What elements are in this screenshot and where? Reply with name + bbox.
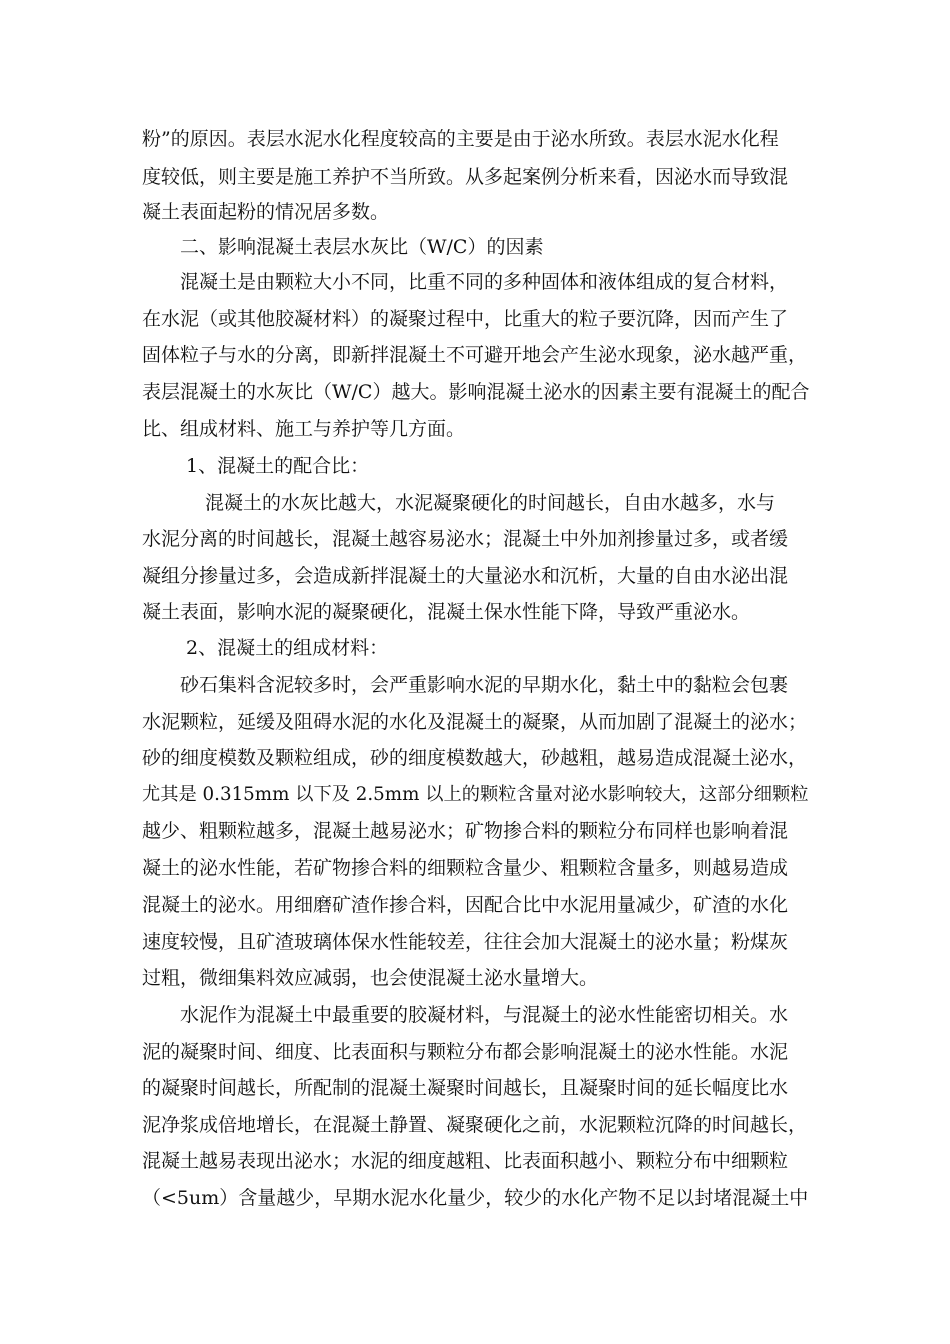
section-heading: 二、影响混凝土表层水灰比（W/C）的因素 — [142, 236, 544, 258]
text-line: 速度较慢，且矿渣玻璃体保水性能较差，往往会加大混凝土的泌水量；粉煤灰 — [142, 931, 789, 953]
text-line: 水泥颗粒，延缓及阻碍水泥的水化及混凝土的凝聚，从而加剧了混凝土的泌水； — [142, 711, 808, 733]
text-line: 凝土表面，影响水泥的凝聚硬化，混凝土保水性能下降，导致严重泌水。 — [142, 601, 751, 623]
text-line: 过粗，微细集料效应减弱，也会使混凝土泌水量增大。 — [142, 967, 599, 989]
text-line: 凝土表面起粉的情况居多数。 — [142, 201, 390, 223]
text-line: 水泥作为混凝土中最重要的胶凝材料，与混凝土的泌水性能密切相关。水 — [142, 1004, 789, 1026]
text-line: 凝土的泌水性能，若矿物掺合料的细颗粒含量少、粗颗粒含量多，则越易造成 — [142, 857, 789, 879]
text-line: 比、组成材料、施工与养护等几方面。 — [142, 418, 466, 440]
text-line: 水泥分离的时间越长，混凝土越容易泌水；混凝土中外加剂掺量过多，或者缓 — [142, 528, 789, 550]
text-line: 混凝土越易表现出泌水；水泥的细度越粗、比表面积越小、颗粒分布中细颗粒 — [142, 1150, 789, 1172]
text-line: 在水泥（或其他胶凝材料）的凝聚过程中，比重大的粒子要沉降，因而产生了 — [142, 308, 789, 330]
text-line: 泥的凝聚时间、细度、比表面积与颗粒分布都会影响混凝土的泌水性能。水泥 — [142, 1041, 789, 1063]
text-line: 表层混凝土的水灰比（W/C）越大。影响混凝土泌水的因素主要有混凝土的配合 — [142, 381, 810, 403]
subsection-heading: 1、混凝土的配合比： — [142, 455, 370, 477]
text-line: 度较低，则主要是施工养护不当所致。从多起案例分析来看，因泌水而导致混 — [142, 166, 789, 188]
text-line: 粉”的原因。表层水泥水化程度较高的主要是由于泌水所致。表层水泥水化程 — [142, 128, 779, 150]
text-line: 越少、粗颗粒越多，混凝土越易泌水；矿物掺合料的颗粒分布同样也影响着混 — [142, 820, 789, 842]
text-line: 固体粒子与水的分离，即新拌混凝土不可避开地会产生泌水现象，泌水越严重， — [142, 344, 808, 366]
text-line: 泥净浆成倍地增长，在混凝土静置、凝聚硬化之前，水泥颗粒沉降的时间越长， — [142, 1114, 808, 1136]
subsection-heading: 2、混凝土的组成材料： — [142, 637, 389, 659]
text-line: 凝组分掺量过多，会造成新拌混凝土的大量泌水和沉析，大量的自由水泌出混 — [142, 565, 789, 587]
text-line: 尤其是 0.315mm 以下及 2.5mm 以上的颗粒含量对泌水影响较大，这部分细颗粒 — [142, 784, 809, 805]
text-line: 砂的细度模数及颗粒组成，砂的细度模数越大，砂越粗，越易造成混凝土泌水， — [142, 747, 808, 769]
text-line: 混凝土的泌水。用细磨矿渣作掺合料，因配合比中水泥用量减少，矿渣的水化 — [142, 894, 789, 916]
text-line: 的凝聚时间越长，所配制的混凝土凝聚时间越长，且凝聚时间的延长幅度比水 — [142, 1077, 789, 1099]
text-line: 混凝土的水灰比越大，水泥凝聚硬化的时间越长，自由水越多，水与 — [142, 492, 776, 514]
text-line: 砂石集料含泥较多时，会严重影响水泥的早期水化，黏土中的黏粒会包裹 — [142, 674, 789, 696]
text-line: 混凝土是由颗粒大小不同，比重不同的多种固体和液体组成的复合材料， — [142, 271, 789, 293]
text-line: （<5um）含量越少，早期水泥水化量少，较少的水化产物不足以封堵混凝土中 — [142, 1187, 809, 1209]
